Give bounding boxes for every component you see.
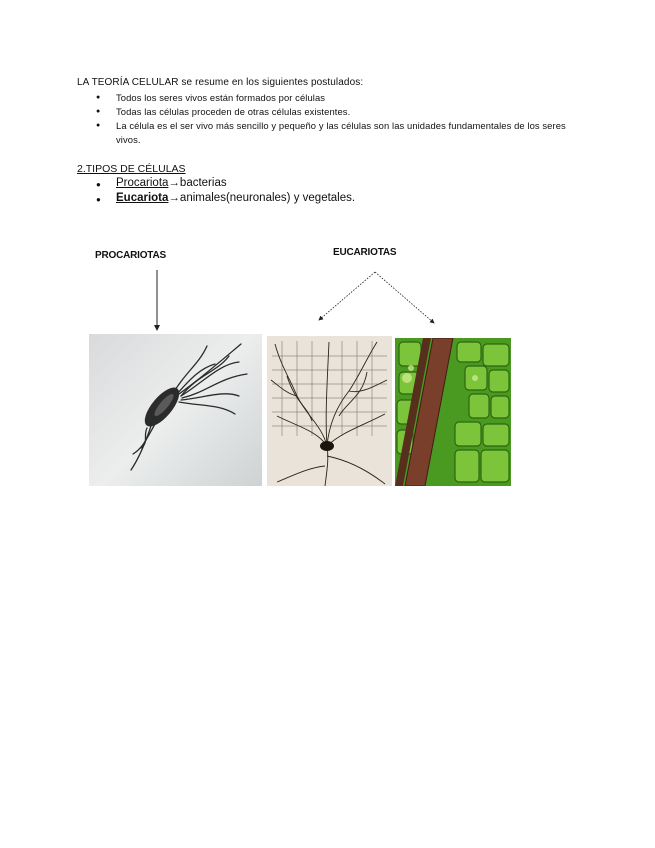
arrow-eucariotas-right — [375, 272, 434, 323]
term-eucariota: Eucariota — [116, 192, 169, 204]
bacteria-image — [89, 334, 262, 486]
plant-cells-image — [395, 338, 511, 486]
term-procariota: Procariota — [116, 177, 169, 189]
term-description: animales(neuronales) y vegetales. — [179, 192, 356, 204]
label-eucariotas: EUCARIOTAS — [333, 247, 397, 258]
arrow-glyph: → — [168, 177, 180, 189]
neuron-image — [267, 336, 392, 486]
arrow-eucariotas-left — [319, 272, 375, 320]
label-procariotas: PROCARIOTAS — [95, 250, 166, 261]
section-title: 2.TIPOS DE CÉLULAS — [77, 163, 186, 175]
list-item: ● Todos los seres vivos están formados por células — [96, 91, 586, 105]
list-item: ● Todas las células proceden de otras células existentes. — [96, 105, 586, 119]
arrow-glyph: → — [168, 192, 180, 204]
list-item: ● La célula es el ser vivo más sencillo y pequeño y las células son las unidades fundamentales de los seres vivos. — [96, 119, 586, 147]
intro-text: LA TEORÍA CELULAR se resume en los siguientes postulados: — [77, 77, 364, 88]
term-description: bacterias — [179, 177, 227, 189]
